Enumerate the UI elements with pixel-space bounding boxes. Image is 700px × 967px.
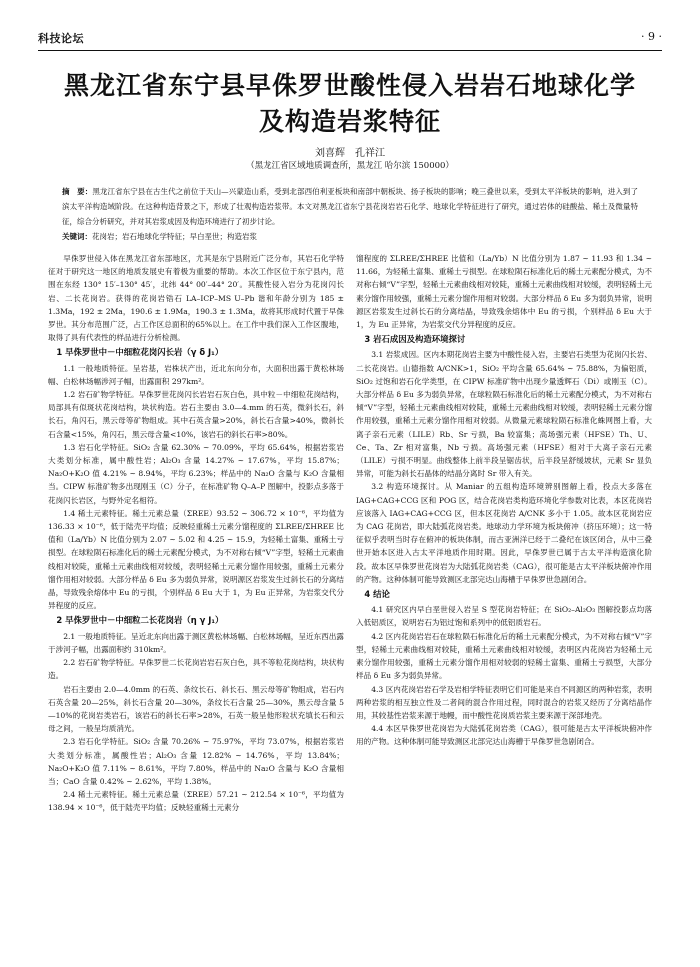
body-paragraph: 2.2 岩石矿物学特征。早侏罗世二长花岗岩岩石灰白色，具不等粒花岗结构，块状构造。 (48, 658, 344, 681)
body-paragraph: 4.2 区内花岗岩岩石在球粒陨石标准化后的稀土元素配分模式，为不对称右倾“V”字型，轻稀土元素曲线相对较陡，重稀土元素曲线相对较缓，表明区内花岗岩为轻稀土元素分馏作用较强，重稀土元素分馏作用相对较弱的轻稀土富集、重稀土亏损型，大部分样品 δ Eu 多为弱负异常。 (356, 631, 652, 681)
keywords-text: 花岗岩；岩石地球化学特征；早白垩世；构造岩浆 (92, 232, 257, 241)
left-column (48, 252, 344, 815)
header-rule (38, 50, 662, 51)
section-heading: 3 岩石成因及构造环境探讨 (364, 334, 466, 345)
title-line-2: 及构造岩浆特征 (258, 107, 441, 136)
affiliation: （黑龙江省区域地质调查所，黑龙江 哈尔滨 150000） (246, 161, 454, 171)
running-header (38, 30, 662, 48)
section-heading: 1 早侏罗世中－中细粒花岗闪长岩（γ δ J₁） (56, 347, 224, 358)
body-paragraph: 1.3 岩石化学特征。SiO₂ 含量 62.30% ~ 70.09%，平均 65.64%，根据岩浆岩大类划分标准，属中酸性岩；Al₂O₃ 含量 14.27% ~ 17.67%，平均 15.87%；Na₂O+K₂O 值 4.21% ~ 8.94%，平均 6.23%；样品中的 Na₂O 含量与 K₂O 含量相当。CIPW 标准矿物多出现刚玉（C）分子，在标准矿物 Q–A–P 图解中，投影点多落于花岗闪长岩区，与野外定名相符。 (48, 442, 344, 505)
abstract (62, 184, 638, 229)
body-paragraph: 早侏罗世侵入体在黑龙江省东部地区，尤其是东宁县附近广泛分布，其岩石化学特征对于研究这一地区的地质发展史有着极为重要的帮助。本次工作区位于东宁县内，范围在东经 130° 15′–130° 45′，北纬 44° 00′–44° 20′。其酸性侵入岩分为花岗闪长岩、二长花岗岩。获得的花岗岩锆石 LA–ICP–MS U–Pb 谐和年龄分别为 185 ± 1.3Ma，192 ± 2Ma，190.6 ± 1.9Ma，190.3 ± 1.3Ma，故将其形成时代置于早侏罗世。其分布范围广泛，占工作区总面积的65%以上。在工作中我们深入工作区腹地，取得了具有代表性的样品进行分析检测。 (48, 254, 344, 343)
body-paragraph: 1.1 一般地质特征。呈岩基，岩株状产出，近北东向分布，大面积出露于黄松林场幅、白松林场幅涉河子幅，出露面积 297km²。 (48, 363, 344, 386)
keywords (62, 230, 638, 244)
section-heading: 2 早侏罗世中－中细粒二长花岗岩（η γ J₁） (56, 615, 224, 626)
body-paragraph: 馏程度的 ΣLREE/ΣHREE 比值和（La/Yb）N 比值分别为 1.87 ~ 11.93 和 1.34 ~ 11.66，为轻稀土富集、重稀土亏损型。在球粒陨石标准化后的稀土元素配分模式，为不对称右倾“V”字型，轻稀土元素曲线相对较陡，重稀土元素曲线相对较缓，表明轻稀土元素分馏作用较强，重稀土元素分馏作用相对较弱。大部分样品 δ Eu 多为弱负异常，说明源区岩浆发生过斜长石的分离结晶，导致残余熔体中 Eu 的亏损，个别样品 δ Eu 大于 1，为 Eu 正异常，为岩浆交代分异程度的反应。 (356, 254, 652, 330)
journal-section: 科技论坛 (38, 32, 84, 45)
body-paragraph: 3.2 构造环境探讨。从 Maniar 的五组构造环境辨别图解上看，投点大多落在 IAG+CAG+CCG 区和 POG 区，结合花岗岩类构造环境化学参数对比表，本区花岗岩应该落入 IAG+CAG+CCG 区，但本区花岗岩 A/CNK 多小于 1.05。故本区花岗岩应为 CAG 花岗岩，即大陆弧花岗岩类。地球动力学环境为板块俯冲（挤压环境）；这一特征似乎表明当时存在俯冲的板块体制，而古亚洲洋已经于二叠纪在该区闭合，从中三叠世开始本区进入古太平洋地质作用时期。因此，早侏罗世已属于古太平洋构造演化阶段。故本区早侏罗世花岗岩为大陆弧花岗岩类（CAG），很可能是古太平洋板块俯冲作用的产物。这种体制可能导致测区北部完达山海槽于早侏罗世急剧闭合。 (356, 482, 652, 584)
right-column (356, 252, 652, 749)
abstract-text: 黑龙江省东宁县在古生代之前位于天山—兴蒙造山系，受到北部西伯利亚板块和南部中朝板块、扬子板块的影响；晚三叠世以来，受到太平洋板块的影响，进入到了滨太平洋构造域阶段。在这种构造背景之下，形成了壮观构造岩浆带。本文对黑龙江省东宁县花岗岩岩石化学、地球化学特征进行了研究，通过岩体的硅酸盐、稀土及微量特征，综合分析研究，并对其岩浆成因及构造环境进行了初步讨论。 (62, 187, 639, 226)
body-paragraph: 2.3 岩石化学特征。SiO₂ 含量 70.26% ~ 75.97%，平均 73.07%，根据岩浆岩大类划分标准，属酸性岩；Al₂O₃ 含量 12.82% ~ 14.76%，平均 13.84%；Na₂O+K₂O 值 7.11% ~ 8.61%，平均 7.80%，样品中的 Na₂O 含量与 K₂O 含量相当；CaO 含量 0.42% ~ 2.62%，平均 1.38%。 (48, 737, 344, 786)
body-paragraph: 2.4 稀土元素特征。稀土元素总量（ΣREE）57.21 ~ 212.54 × 10⁻⁶，平均值为 138.94 × 10⁻⁶，低于陆壳平均值；反映轻重稀土元素分 (48, 790, 344, 813)
body-paragraph: 4.4 本区早侏罗世花岗岩为大陆弧花岗岩类（CAG），很可能是古太平洋板块俯冲作用的产物。这种体制可能导致测区北部完达山海槽于早侏罗世急剧闭合。 (356, 724, 652, 747)
body-paragraph: 岩石主要由 2.0—4.0mm 的石英、条纹长石、斜长石、黑云母等矿物组成，岩石内石英含量 20—25%，斜长石含量 20—30%，条纹长石含量 25—30%，黑云母含量 5—10%的花岗岩类岩石，该岩石的斜长石率>28%，石英一般呈他形粒状充填长石和云母之间，一般呈均质消光。 (48, 684, 344, 734)
body-paragraph: 4.1 研究区内早白垩世侵入岩呈 S 型花岗岩特征；在 SiO₂–Al₂O₃ 图解投影点均落入低铝质区，说明岩石为铝过饱和系列中的低铝质岩石。 (356, 605, 652, 628)
authors: 刘喜辉 孔祥江 (315, 148, 385, 159)
body-paragraph: 3.1 岩浆成因。区内本期花岗岩主要为中酸性侵入岩，主要岩石类型为花岗闪长岩、二长花岗岩。山德指数 A/CNK>1，SiO₂ 平均含量 65.64% ~ 75.88%，为偏铝质，SiO₂ 过饱和岩石化学类型，在 CIPW 标准矿物中出现少量透辉石（Di）或刚玉（C）。大部分样品 δ Eu 多为弱负异常，在球粒陨石标准化后的稀土元素配分模式，为不对称右倾“V”字型，轻稀土元素曲线相对较陡，重稀土元素曲线相对较缓，表明轻稀土元素分馏作用较强，重稀土元素分馏作用相对较弱。从微量元素球粒陨石标准化蛛网图上看，大离子亲石元素（LILE）Rb、Sr 亏损，Ba 较富集；高场强元素（HFSE）Th、U、Ce、Ta、Zr 相对富集，Nb 亏损。高场强元素（HFSE）相对于大离子亲石元素（LILE）亏损不明显。曲线整体上前半段呈锯齿状，后半段呈舒缓坡状，元素 Sr 显负异常，可能为斜长石晶体的结晶分离时 Sr 带入有关。 (356, 350, 652, 479)
title-line-1: 黑龙江省东宁县早侏罗世酸性侵入岩岩石地球化学 (63, 71, 636, 100)
keywords-label: 关键词： (62, 232, 92, 241)
body-paragraph: 2.1 一般地质特征。呈近北东向出露于测区黄松林场幅、白松林场幅，呈近东西出露于涉河子幅，出露面积约 310km²。 (48, 631, 344, 654)
body-paragraph: 1.4 稀土元素特征。稀土元素总量（ΣREE）93.52 ~ 306.72 × 10⁻⁶，平均值为 136.33 × 10⁻⁶，低于陆壳平均值；反映轻重稀土元素分馏程度的 ΣLREE/ΣHREE 比值和（La/Yb）N 比值分别为 2.07 ~ 5.02 和 4.25 ~ 15.9，为轻稀土富集、重稀土亏损型。在球粒陨石标准化后的稀土元素配分模式，为不对称右倾“V”字型，轻稀土元素曲线相对较陡，重稀土元素曲线相对较缓，表明轻稀土元素分馏作用较强，重稀土元素分馏作用相对较弱。大部分样品 δ Eu 多为弱负异常，说明源区岩浆发生过斜长石的分离结晶，导致残余熔体中 Eu 的亏损，个别样品 δ Eu 大于 1，为 Eu 正异常，为岩浆交代分异程度的反应。 (48, 508, 344, 611)
body-paragraph: 1.2 岩石矿物学特征。早侏罗世花岗闪长岩岩石灰白色，具中粒－中细粒花岗结构，局部具有似斑状花岗结构，块状构造。岩石主要由 3.0—4.mm 的石英，微斜长石，斜长石，角闪石，黑云母等矿物组成。其中石英含量>20%，斜长石含量>40%，微斜长石含量<15%，角闪石，黑云母含量<10%，该岩石的斜长石率>80%。 (48, 390, 344, 439)
section-heading: 4 结论 (364, 589, 390, 600)
page-number: · 9 · (641, 30, 662, 43)
article-title (20, 68, 680, 140)
abstract-label: 摘 要： (62, 187, 93, 196)
body-paragraph: 4.3 区内花岗岩岩石学及岩相学特征表明它们可能是来自不同源区的两种岩浆，表明两种岩浆的相互独立性及二者间的混合作用过程，同时混合的岩浆又经历了分离结晶作用，其较基性岩浆来源于地幔，而中酸性花岗质岩浆主要来源于深部地壳。 (356, 684, 652, 720)
